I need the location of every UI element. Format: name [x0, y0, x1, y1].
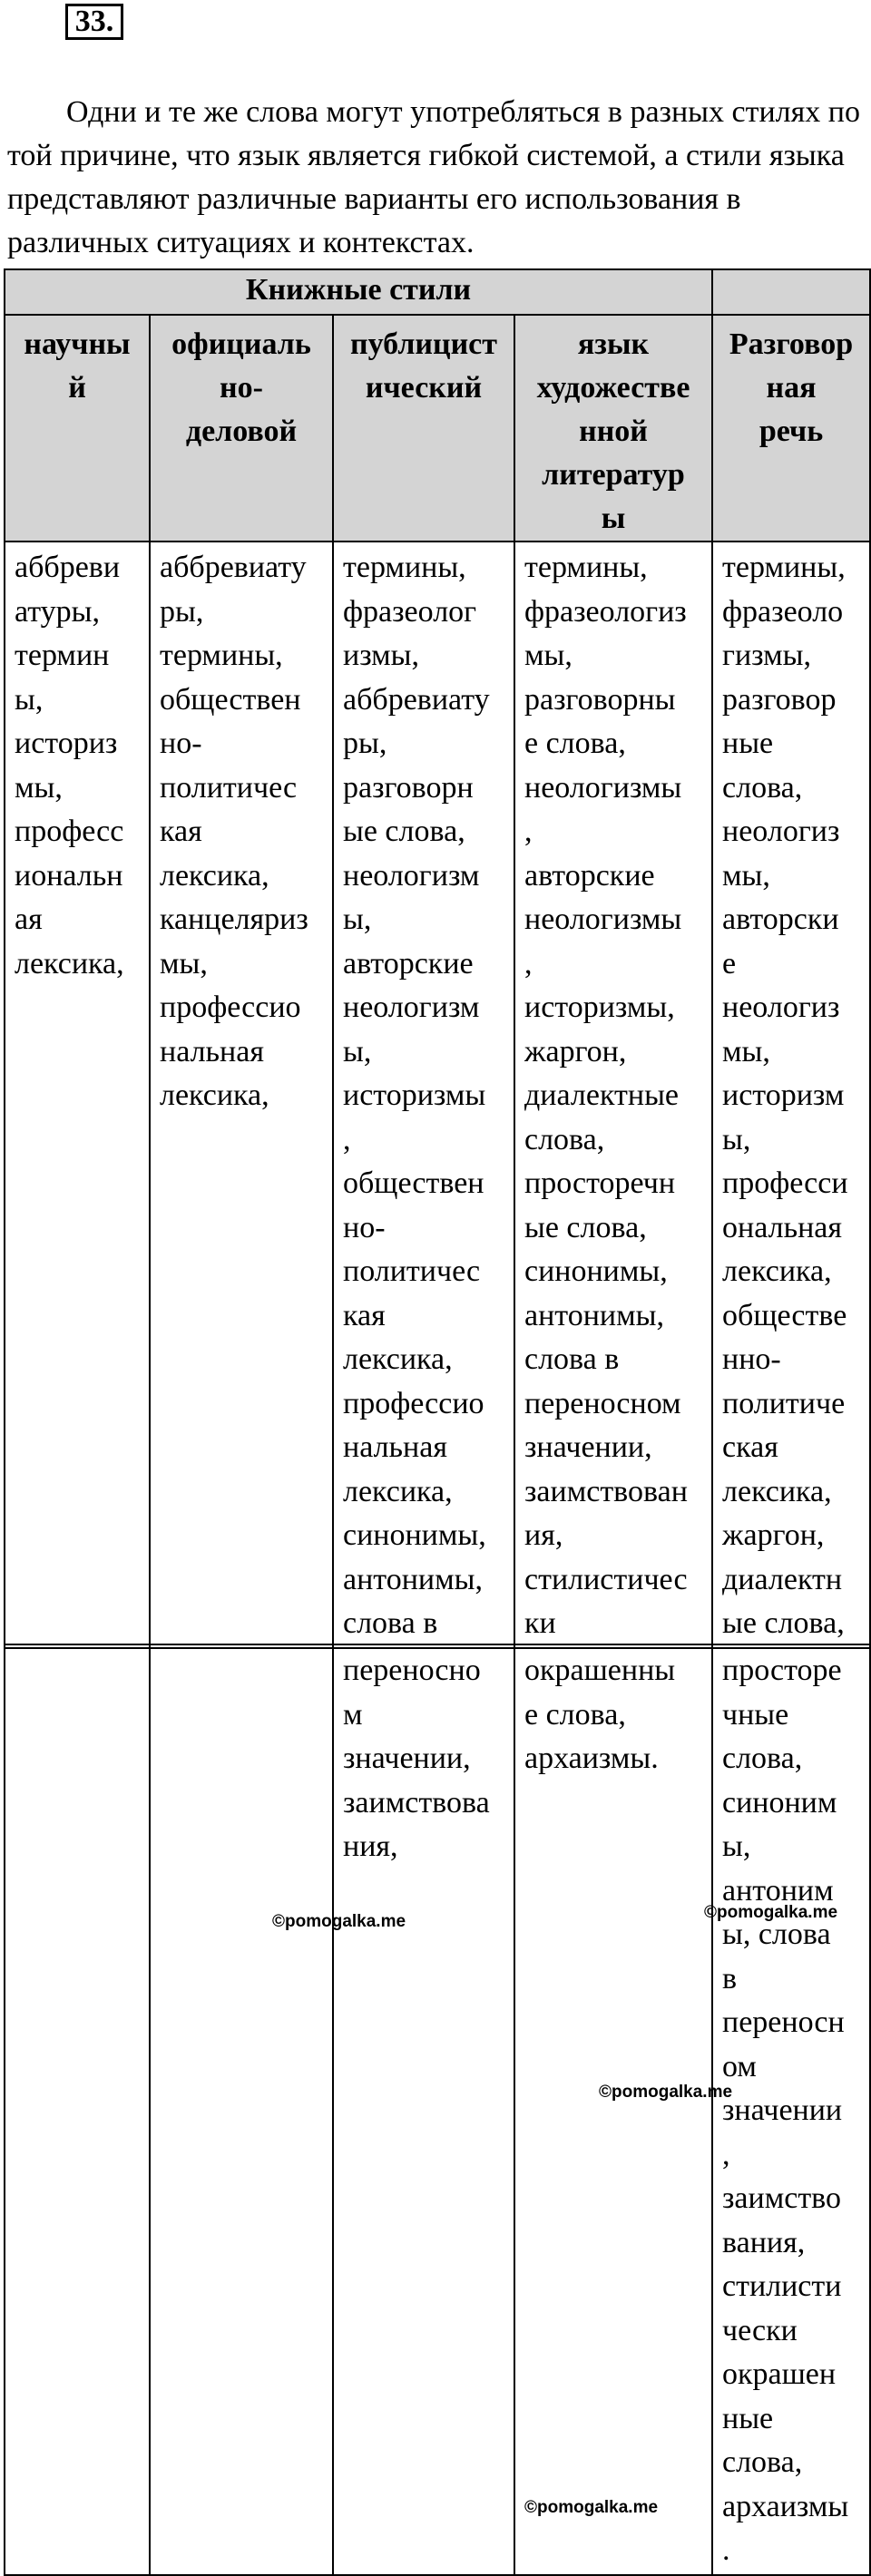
watermark: ©pomogalka.me — [599, 2083, 733, 2102]
cell-line: жаргон, — [524, 1034, 627, 1068]
cell-line: профессио — [343, 1386, 484, 1420]
column-header-line: научны — [24, 327, 131, 361]
cell-line: ом — [722, 2049, 757, 2083]
cell-line: обществен — [160, 682, 301, 717]
cell-line: стилисти — [722, 2269, 842, 2303]
cell-line: ская — [722, 1430, 778, 1464]
cell-line: фразеоло — [722, 594, 844, 629]
cell-line: политиче — [722, 1386, 846, 1420]
column-header-line: ы — [601, 502, 626, 535]
cell-line: жаргон, — [722, 1518, 825, 1552]
styles-table — [4, 268, 871, 1649]
cell-line: мы, — [524, 639, 573, 672]
column-header-line: литератур — [542, 458, 685, 492]
cell-line: значении, — [343, 1742, 471, 1775]
column-header-scientific — [5, 315, 150, 542]
column-header-line: Разговор — [729, 327, 854, 361]
cell-line: авторские — [524, 858, 655, 893]
cell-line: обществен — [343, 1166, 484, 1200]
cell-line: авторские — [343, 946, 474, 981]
cell-line: ы, слова — [722, 1917, 831, 1951]
cell-line: м — [343, 1697, 363, 1732]
task-number: 33. — [65, 4, 123, 40]
cell-line: лексика, — [160, 858, 269, 893]
column-header-line: язык — [577, 327, 650, 361]
watermark: ©pomogalka.me — [704, 1903, 838, 1922]
cell-line: окрашенны — [524, 1654, 676, 1687]
cell-line: ры, — [160, 594, 204, 629]
watermark: ©pomogalka.me — [272, 1912, 406, 1931]
cell-line: професси — [722, 1166, 848, 1200]
cell-line: термины, — [722, 551, 846, 584]
cell-publicistic — [334, 1645, 514, 1869]
cell-line: мы, — [15, 770, 63, 805]
cell-line: гизмы, — [722, 639, 811, 672]
cell-line: значении — [722, 2093, 843, 2127]
cell-line: нальная — [343, 1430, 447, 1464]
cell-colloquial — [713, 542, 869, 1646]
cell-line: лексика, — [343, 1342, 453, 1376]
cell-line: ки — [524, 1606, 556, 1640]
cell-line: атуры, — [15, 594, 100, 629]
cell-line: е — [722, 946, 737, 981]
cell-line: заимство — [722, 2181, 842, 2215]
cell-line: разговорн — [343, 770, 474, 805]
cell-line: термин — [15, 639, 110, 672]
cell-line: антонимы, — [524, 1298, 664, 1332]
cell-line: историзмы — [343, 1078, 486, 1112]
cell-line: лексика, — [722, 1474, 832, 1508]
cell-line: аббревиату — [343, 682, 490, 717]
cell-line: лексика, — [160, 1078, 269, 1112]
cell-line: неологиз — [722, 990, 840, 1024]
cell-line: слова, — [722, 770, 803, 805]
cell-line: ые слова, — [343, 815, 465, 848]
cell-line: фразеолог — [343, 594, 477, 629]
styles-table-continued — [4, 1644, 871, 2576]
cell-literary — [515, 542, 711, 1646]
cell-line: историзм — [722, 1078, 845, 1112]
cell-official — [151, 542, 332, 1118]
cell-line: переносно — [343, 1654, 481, 1687]
cell-line: неологизм — [343, 858, 480, 893]
cell-line: ы, — [15, 682, 44, 717]
column-header-line: ический — [365, 371, 483, 405]
cell-line: . — [722, 2533, 730, 2567]
cell-line: термины, — [343, 551, 466, 584]
cell-line: неологизмы — [524, 770, 682, 805]
cell-line: стилистичес — [524, 1562, 688, 1596]
cell-line: историз — [15, 727, 118, 760]
cell-line: ные — [722, 727, 774, 760]
cell-line: просторечн — [524, 1166, 676, 1200]
table-row — [5, 542, 870, 1648]
cell-line: кая — [160, 815, 202, 848]
cell-line: вания, — [722, 2225, 806, 2259]
cell-line: ния, — [343, 1830, 398, 1863]
cell-line: диалектн — [722, 1562, 843, 1596]
cell-line: е слова, — [524, 1697, 626, 1732]
cell-line: слова, — [722, 2445, 803, 2479]
group-header-bookish: Книжные стили — [5, 269, 712, 315]
cell-line: , — [524, 815, 533, 848]
cell-line: окрашен — [722, 2357, 837, 2391]
cell-line: ы, — [722, 1122, 751, 1156]
column-header-line: художестве — [536, 371, 690, 405]
column-header-line: но- — [220, 371, 263, 405]
cell-line: архаизмы — [722, 2489, 849, 2523]
cell-line: ы, — [343, 903, 372, 936]
cell-line: аббревиату — [160, 551, 307, 584]
cell-line: ональная — [722, 1210, 842, 1244]
cell-line: заимствова — [343, 1785, 490, 1820]
cell-line: слова в — [524, 1342, 620, 1376]
cell-line: разговорны — [524, 682, 676, 717]
cell-line: нальная — [160, 1034, 264, 1068]
cell-line: обществе — [722, 1298, 847, 1332]
cell-line: политичес — [343, 1254, 481, 1288]
cell-official — [151, 1645, 332, 1649]
cell-line: авторски — [722, 903, 839, 936]
column-header-row — [5, 315, 870, 542]
cell-line: но- — [160, 727, 202, 760]
cell-line: диалектные — [524, 1078, 679, 1112]
cell-line: мы, — [722, 1034, 770, 1068]
cell-line: канцеляриз — [160, 903, 308, 936]
cell-line: антонимы, — [343, 1562, 483, 1596]
watermark: ©pomogalka.me — [524, 2498, 659, 2517]
cell-line: кая — [343, 1298, 386, 1332]
cell-line: термины, — [524, 551, 648, 584]
column-header-line: публицист — [350, 327, 497, 361]
cell-line: лексика, — [15, 946, 124, 981]
cell-line: аббреви — [15, 551, 121, 584]
cell-line: синонимы, — [524, 1254, 668, 1288]
column-header-line: официаль — [171, 327, 311, 361]
cell-line: , — [524, 946, 533, 981]
cell-line: измы, — [343, 639, 420, 672]
cell-line: заимствован — [524, 1474, 688, 1508]
cell-line: но- — [343, 1210, 386, 1244]
cell-line: , — [722, 2137, 730, 2171]
cell-line: слова, — [524, 1122, 605, 1156]
cell-line: антоним — [722, 1873, 834, 1908]
cell-line: архаизмы. — [524, 1742, 659, 1775]
column-header-official — [150, 315, 333, 542]
cell-line: ия, — [524, 1518, 563, 1552]
cell-line: лексика, — [343, 1474, 453, 1508]
column-header-line: речь — [758, 415, 824, 448]
cell-line: , — [343, 1122, 351, 1156]
cell-line: значении, — [524, 1430, 652, 1464]
cell-line: переносном — [524, 1386, 681, 1420]
column-header-line: ная — [766, 371, 817, 405]
cell-line: фразеологиз — [524, 594, 687, 629]
cell-line: е слова, — [524, 727, 626, 760]
cell-line: синонимы, — [343, 1518, 486, 1552]
cell-scientific — [5, 1645, 149, 1649]
cell-publicistic — [334, 542, 514, 1646]
column-header-line: й — [68, 371, 86, 405]
cell-line: слова в — [343, 1606, 438, 1640]
cell-line: чески — [722, 2313, 798, 2347]
cell-line: мы, — [160, 946, 208, 981]
cell-line: переносн — [722, 2005, 845, 2039]
cell-line: лексика, — [722, 1254, 832, 1288]
cell-line: ные — [722, 2401, 774, 2435]
cell-line: професс — [15, 815, 124, 848]
cell-line: неологизм — [343, 990, 480, 1024]
column-header-literary — [514, 315, 712, 542]
cell-line: профессио — [160, 990, 301, 1024]
cell-line: просторе — [722, 1654, 842, 1687]
cell-line: термины, — [160, 639, 283, 672]
column-header-line: нной — [579, 415, 648, 448]
column-header-colloquial — [712, 315, 870, 542]
column-header-line: деловой — [185, 415, 298, 448]
cell-line: разговор — [722, 682, 837, 717]
cell-line: ры, — [343, 727, 387, 760]
cell-literary — [515, 1645, 711, 1781]
intro-paragraph: Одни и те же слова могут употребляться в разных стилях по той причине, что язык является гибкой системой, а стили языка представляют различные варианты его использования в различных ситуациях и контекстах. — [7, 95, 860, 259]
cell-colloquial — [713, 1645, 869, 2573]
cell-line: историзмы, — [524, 990, 675, 1024]
cell-line: неологиз — [722, 815, 840, 848]
cell-line: в — [722, 1961, 738, 1995]
cell-line: политичес — [160, 770, 298, 805]
cell-scientific — [5, 542, 149, 986]
cell-line: ы, — [343, 1034, 372, 1068]
cell-line: неологизмы — [524, 903, 682, 936]
cell-line: синоним — [722, 1785, 837, 1820]
table-row — [5, 1644, 870, 2575]
column-header-publicistic — [333, 315, 514, 542]
cell-line: ые слова, — [524, 1210, 647, 1244]
cell-line: ы, — [722, 1830, 751, 1863]
cell-line: слова, — [722, 1742, 803, 1775]
group-header-empty — [712, 269, 870, 315]
cell-line: чные — [722, 1697, 789, 1732]
cell-line: ые слова, — [722, 1606, 845, 1640]
cell-line: иональн — [15, 858, 123, 893]
cell-line: ая — [15, 903, 43, 936]
cell-line: нно- — [722, 1342, 781, 1376]
cell-line: мы, — [722, 858, 770, 893]
